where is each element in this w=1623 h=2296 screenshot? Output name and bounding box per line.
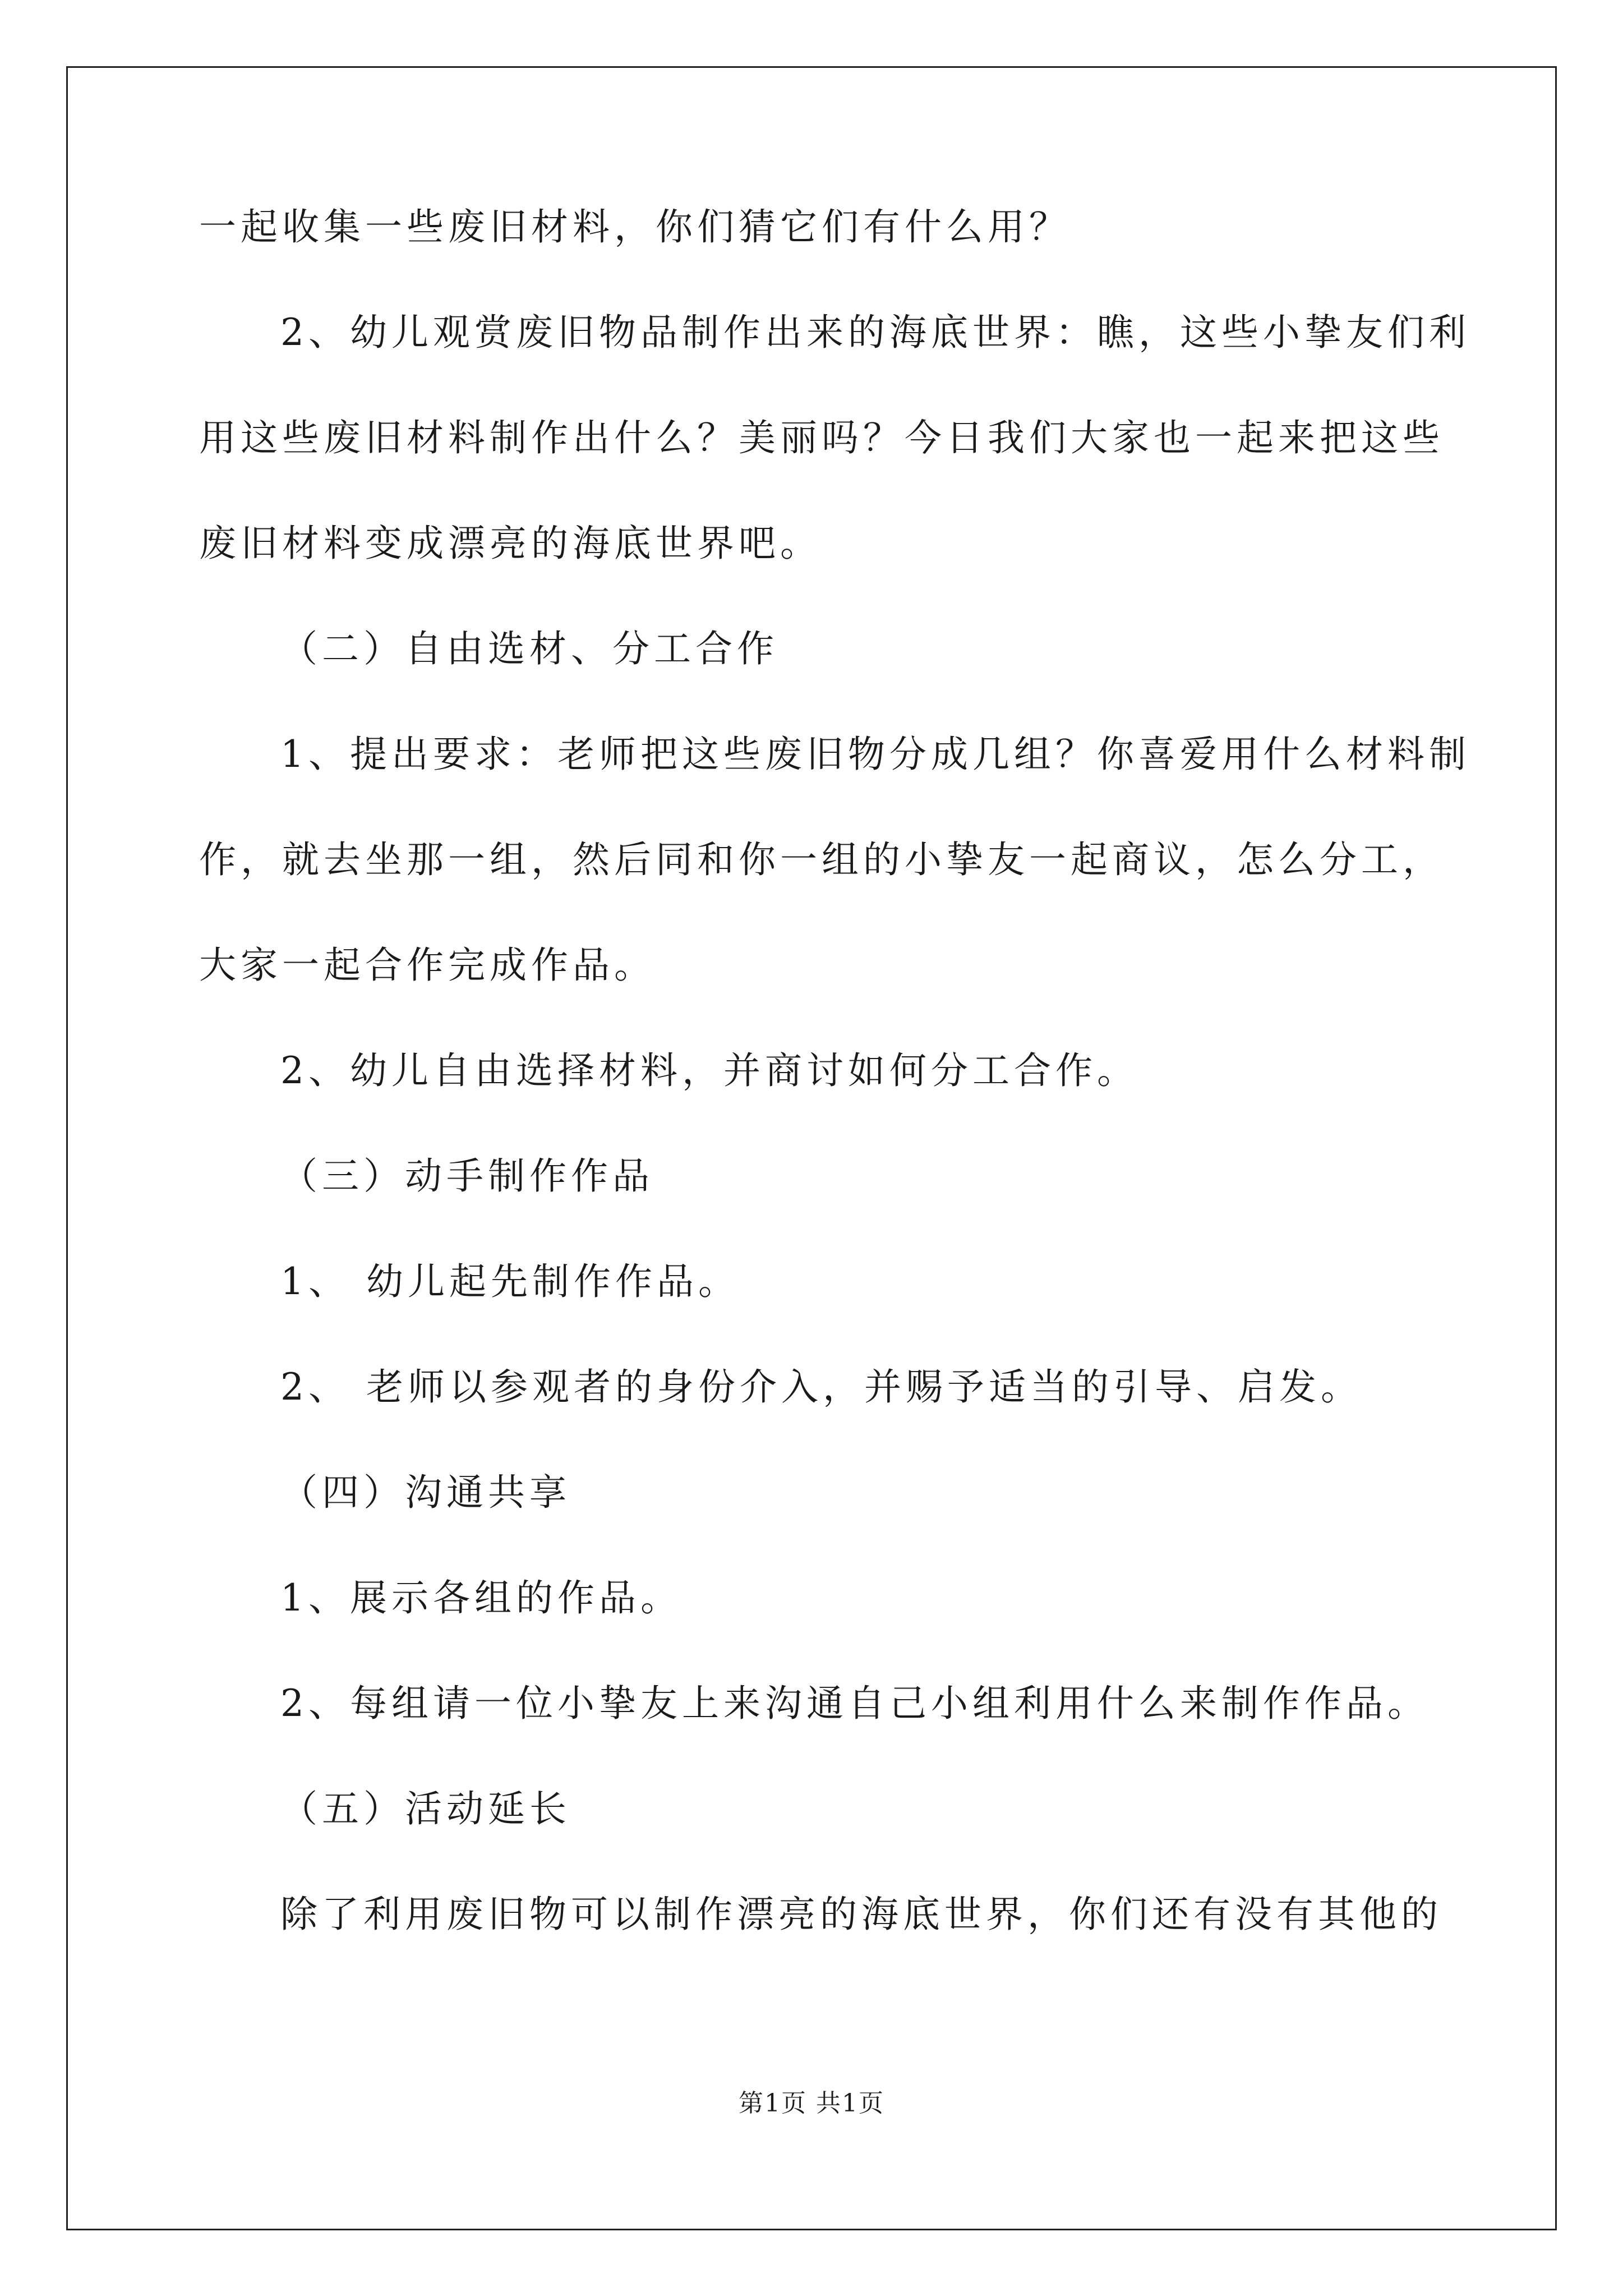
paragraph-line: 2、幼儿自由选择材料，并商讨如何分工合作。 — [280, 1049, 1138, 1092]
text-line: 大家一起合作完成作品。 — [199, 944, 656, 987]
paragraph-line: 2、 老师以参观者的身份介入，并赐予适当的引导、启发。 — [280, 1365, 1362, 1409]
paragraph-line: 2、每组请一位小挚友上来沟通自己小组利用什么来制作作品。 — [280, 1682, 1429, 1725]
text-line: 作，就去坐那一组，然后同和你一组的小挚友一起商议，怎么分工， — [199, 838, 1444, 881]
paragraph-line: 2、幼儿观赏废旧物品制作出来的海底世界：瞧，这些小挚友们利 — [280, 311, 1470, 354]
section-heading: （三）动手制作作品 — [280, 1154, 654, 1198]
text-line: 废旧材料变成漂亮的海底世界吧。 — [199, 522, 822, 565]
document-body — [199, 202, 1470, 1940]
section-heading: （四）沟通共享 — [280, 1471, 571, 1514]
paragraph-line: 1、提出要求：老师把这些废旧物分成几组？你喜爱用什么材料制 — [280, 733, 1470, 776]
section-heading: （五）活动延长 — [280, 1787, 571, 1830]
text-line: 一起收集一些废旧材料，你们猜它们有什么用？ — [199, 205, 1071, 249]
paragraph-line: 除了利用废旧物可以制作漂亮的海底世界，你们还有没有其他的 — [280, 1893, 1442, 1936]
paragraph-line: 1、 幼儿起先制作作品。 — [280, 1260, 740, 1303]
paragraph-line: 1、展示各组的作品。 — [280, 1576, 682, 1619]
section-heading: （二）自由选材、分工合作 — [280, 627, 778, 670]
text-line: 用这些废旧材料制作出什么？美丽吗？今日我们大家也一起来把这些 — [199, 416, 1444, 459]
page-footer: 第1页 共1页 — [739, 2089, 884, 2118]
